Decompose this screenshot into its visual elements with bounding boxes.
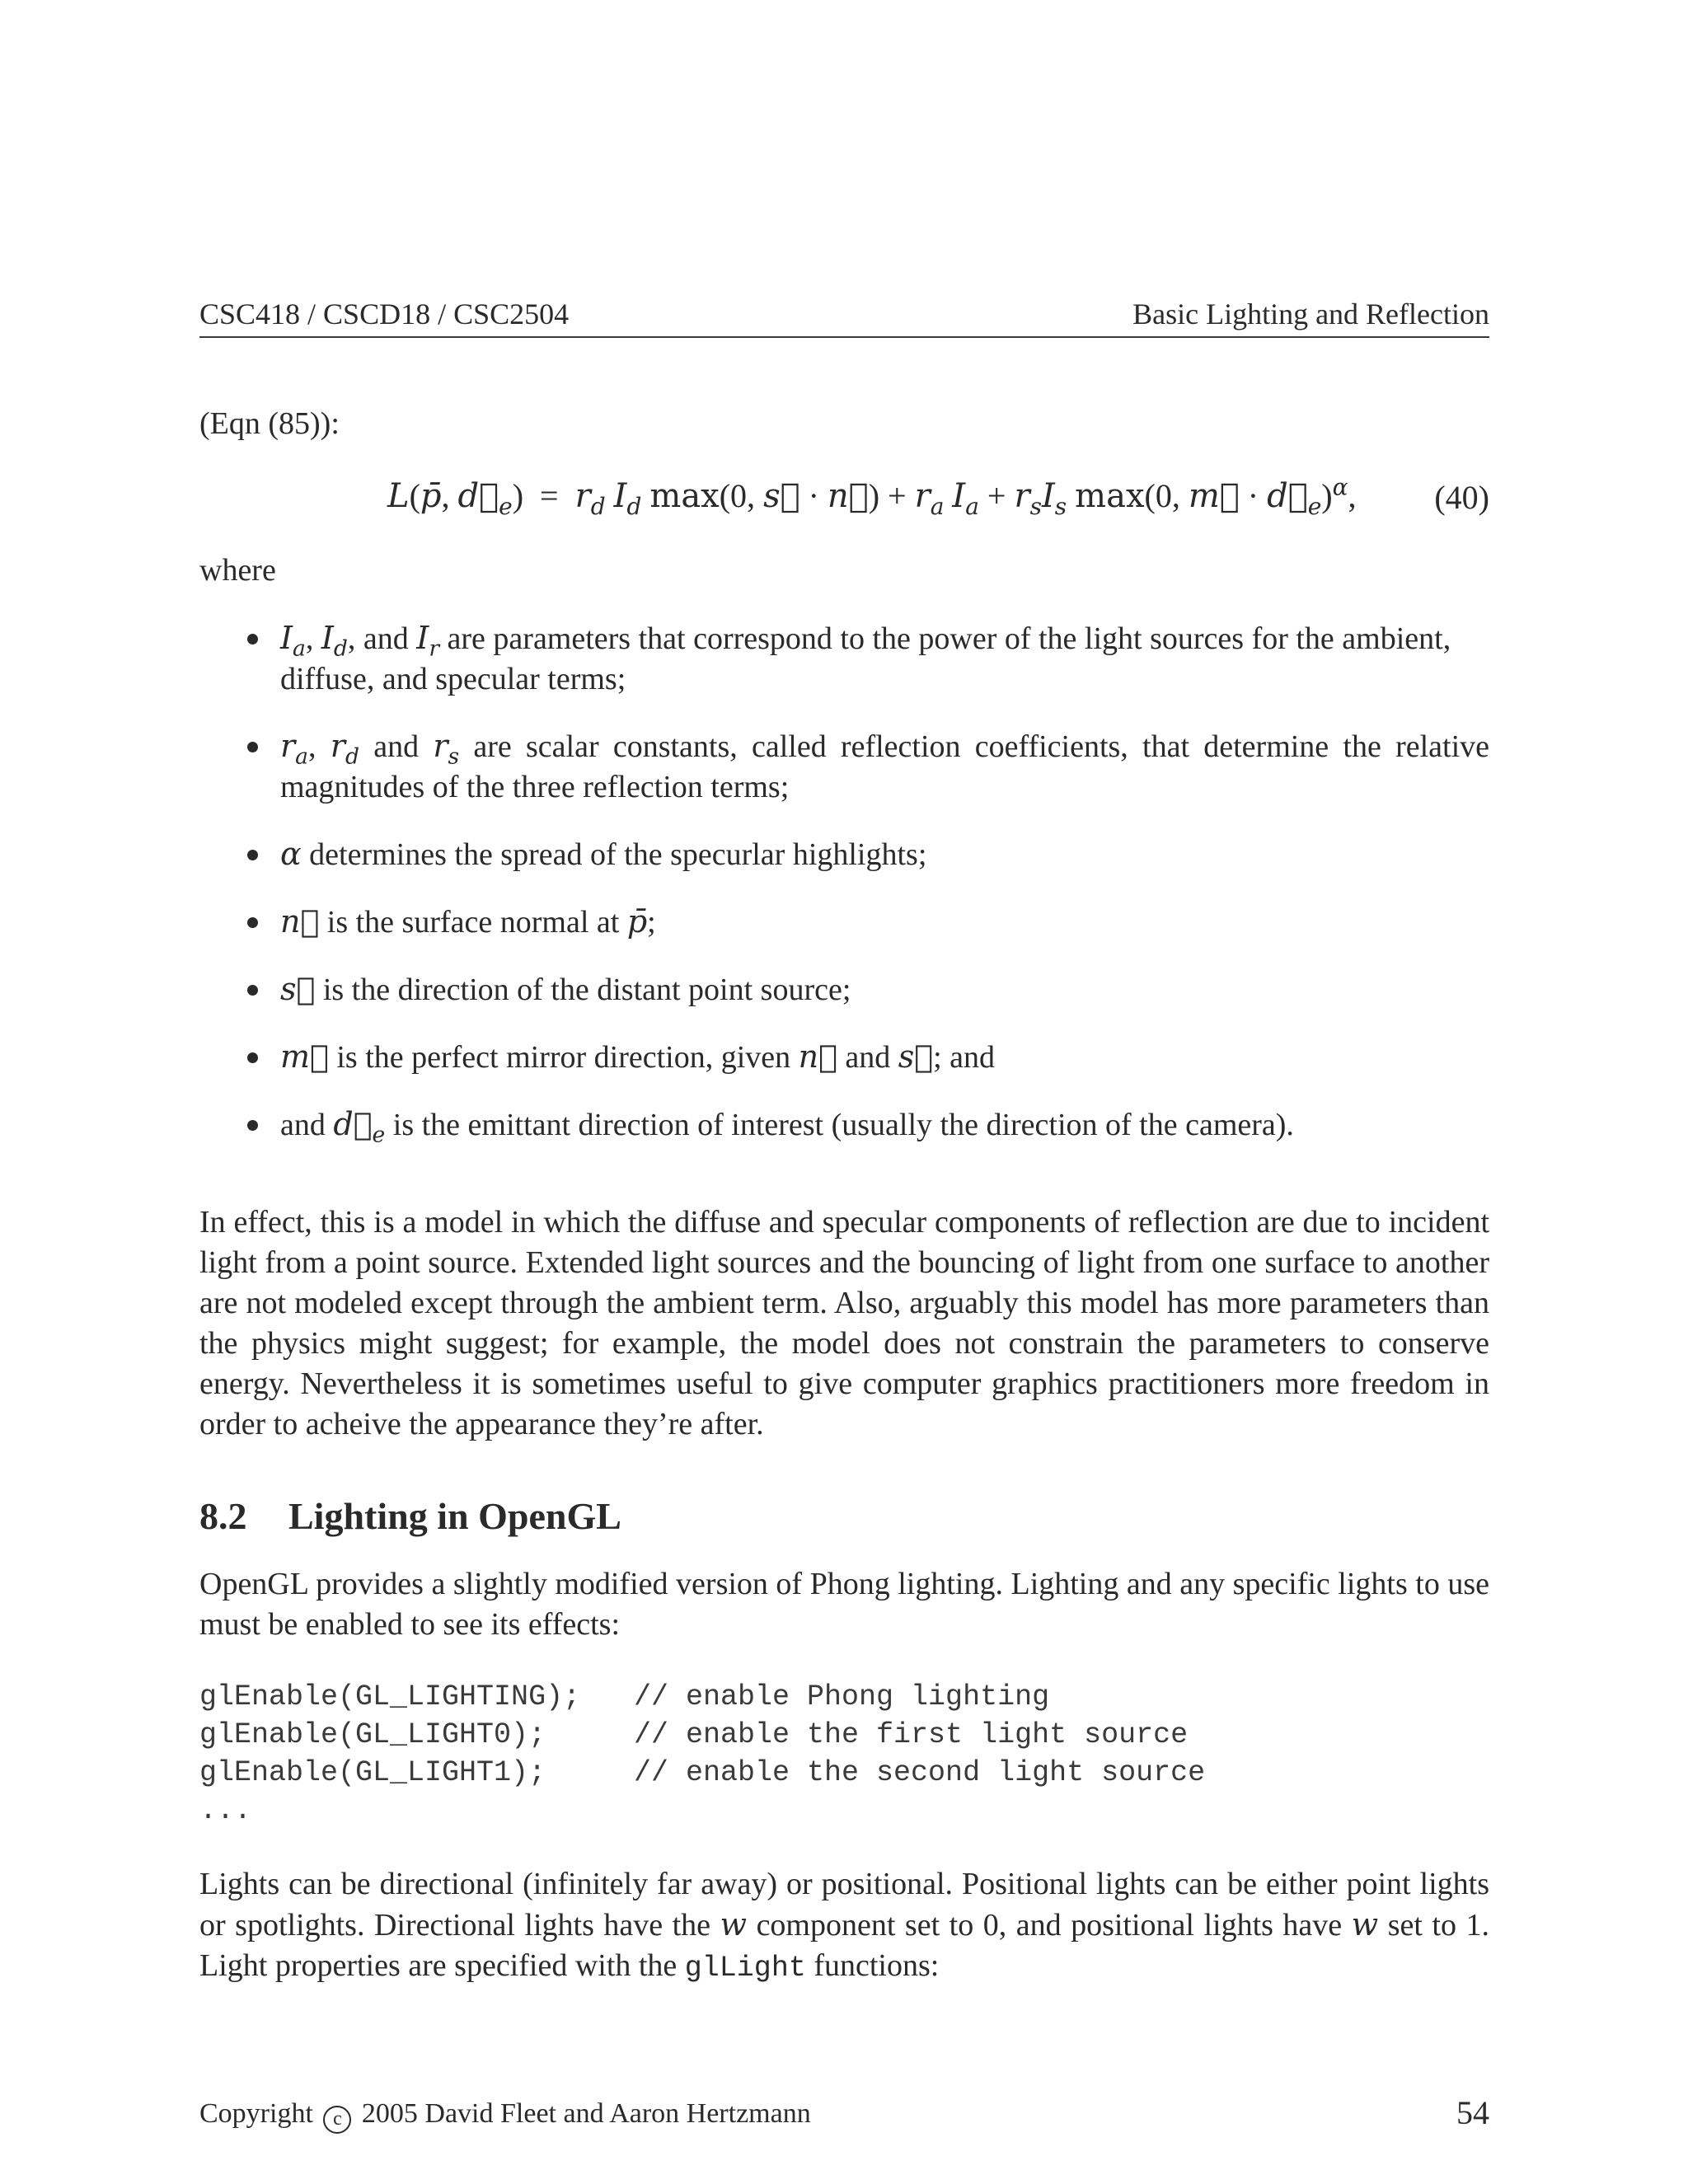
list-item-text: is the perfect mirror direction, given [328,1040,799,1075]
running-header [199,295,1489,338]
section-title: Lighting in OpenGL [288,1495,621,1537]
body-paragraph: In effect, this is a model in which the diffuse and specular components of reflection are due to incident light from a point source. Extended light sources and the bouncing of light from one surface to another are not modeled except through the ambient term. Also, arguably this model has more parameters than the physics might suggest; for example, the model does not constrain the parameters to conserve energy. Nevertheless it is sometimes useful to give computer graphics practitioners more freedom in order to acheive the appearance they’re after. [199,1205,1489,1441]
bullet-icon [247,742,258,752]
list-item-text: determines the spread of the specurlar highlights; [301,837,927,872]
code-line [199,1792,1205,1830]
bullet-icon [247,917,258,928]
code-line [199,1716,1205,1754]
equation-number: (40) [1434,479,1489,516]
list-item: $I_a$, $I_d$, and $I_r$ are parameters that correspond to the power of the light sources for the ambient, diffuse, and specular terms; [247,618,1489,700]
page-number: 54 [1456,2094,1489,2131]
list-item: and $d⃗_e$ is the emittant direction of interest (usually the direction of the camera). [247,1104,1489,1146]
phong-equation: L(p̄, $d⃗_e) = r_d$ $I_d$ max(0, s⃗ · n⃗) + $r_a$ $I_a + r_sI_s$ max(0, m⃗ · $d⃗_e)^\alpha$, [387,473,1357,520]
copyright-icon: c [323,2106,351,2134]
code-statement: ... [199,1794,252,1827]
list-item-text: are scalar constants, called reflection coefficients, that determine the relative magnitudes of the three reflection terms; [280,729,1489,804]
list-item-text: is the emittant direction of interest (usually the direction of the camera). [385,1108,1294,1142]
course-code: CSC418 / CSCD18 / CSC2504 [199,298,570,330]
code-statement: glEnable(GL_LIGHT0); [199,1718,546,1751]
chapter-title: Basic Lighting and Reflection [1132,298,1489,330]
copyright-footer [199,2098,811,2134]
code-comment: // enable Phong lighting [634,1680,1050,1713]
bullet-icon [247,985,258,996]
code-comment: // enable the second light source [634,1756,1206,1789]
list-item-text: is the direction of the distant point source; [315,972,851,1007]
list-item: m⃗ is the perfect mirror direction, given n⃗ and s⃗; and [247,1037,1489,1078]
list-item: n⃗ is the surface normal at p̄; [247,902,1489,943]
code-line [199,1678,1205,1716]
list-item: s⃗ is the direction of the distant point source; [247,969,1489,1010]
section-number: 8.2 [199,1495,247,1537]
body-paragraph: Lights can be directional (infinitely far away) or positional. Positional lights can be either point lights or spotlights. Directional lights have the w component set to 0, and positional lights have w set to 1. Light properties are specified with the glLight functions: [199,1867,1489,1985]
code-statement: glEnable(GL_LIGHT1); [199,1756,546,1789]
bullet-icon [247,1120,258,1131]
list-item-text: is the surface normal at [319,905,627,940]
inline-code: glLight [684,1952,806,1985]
code-line [199,1754,1205,1792]
list-item: α determines the spread of the specurlar highlights; [247,834,1489,875]
code-block [199,1678,1205,1830]
symbol-definitions-list [247,618,1489,1146]
bullet-icon [247,850,258,860]
list-item-text: are parameters that correspond to the power of the light sources for the ambient, diffuse, and specular terms; [280,621,1451,696]
body-paragraph: OpenGL provides a slightly modified version of Phong lighting. Lighting and any specific lights to use must be enabled to see its effects: [199,1567,1489,1642]
bullet-icon [247,1052,258,1063]
section-heading [199,1494,621,1538]
equation-intro: (Eqn (85)): [199,406,340,441]
list-item: $r_a$, $r_d$ and $r_s$ are scalar constants, called reflection coefficients, that determine the relative magnitudes of the three reflection terms; [247,726,1489,808]
copyright-holders: 2005 David Fleet and Aaron Hertzmann [361,2098,811,2129]
bullet-icon [247,634,258,644]
where-label: where [199,553,276,588]
code-statement: glEnable(GL_LIGHTING); [199,1680,581,1713]
code-comment: // enable the first light source [634,1718,1189,1751]
copyright-label: Copyright [199,2098,313,2129]
